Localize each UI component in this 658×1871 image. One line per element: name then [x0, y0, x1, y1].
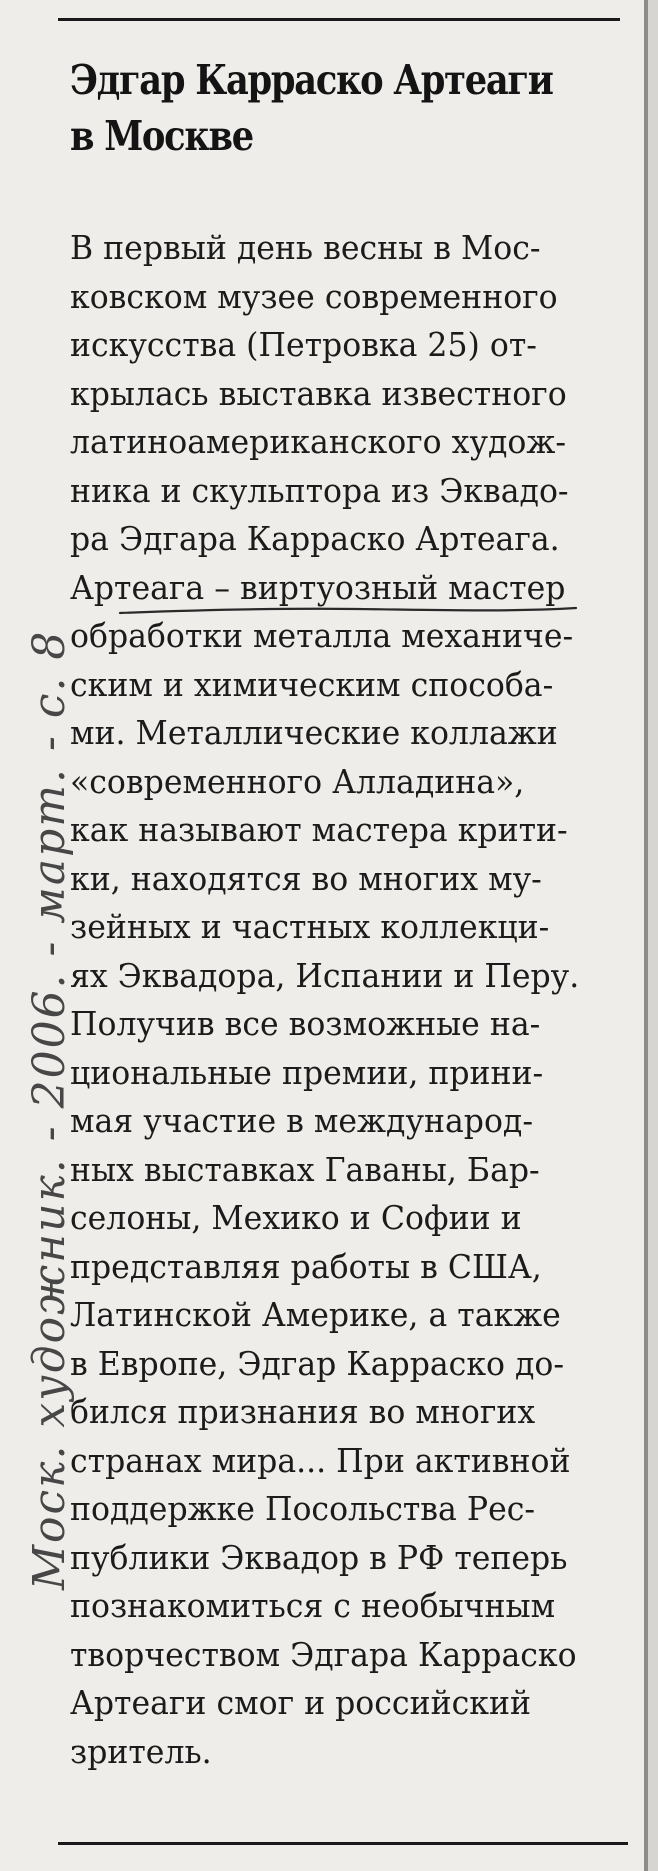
body-line: ника и скульптора из Эквадо- — [70, 470, 569, 510]
article-headline — [70, 52, 553, 164]
body-line: творчеством Эдгара Карраско — [70, 1634, 577, 1674]
body-line: обработки металла механиче- — [70, 616, 574, 655]
body-line: в Европе, Эдгар Карраско до- — [70, 1343, 565, 1383]
top-rule — [58, 18, 620, 21]
bottom-rule — [58, 1842, 628, 1845]
clipping-edge-shadow — [648, 0, 658, 1871]
body-line: зейных и частных коллекци- — [70, 907, 550, 946]
body-line: искусства (Петровка 25) от- — [70, 325, 537, 364]
body-line: бился признания во многих — [70, 1392, 536, 1431]
body-line: ях Эквадора, Испании и Перу. — [70, 955, 580, 995]
body-line: публики Эквадор в РФ теперь — [70, 1537, 568, 1577]
body-line: зритель. — [70, 1731, 212, 1771]
body-line: познакомиться с необычным — [70, 1586, 556, 1625]
headline-line: в Москве — [70, 112, 253, 160]
body-line: «современного Алладина», — [70, 761, 525, 801]
body-line: Латинской Америке, а также — [70, 1295, 561, 1334]
handwritten-citation-note: Моск. художник. - 2006. - март. - с. 8 — [24, 629, 75, 1590]
body-line: поддержке Посольства Рес- — [70, 1489, 536, 1528]
body-line: Артеага – виртуозный мастер — [70, 567, 566, 607]
body-line: представляя работы в США, — [70, 1246, 542, 1286]
body-line: В первый день весны в Мос- — [70, 228, 541, 267]
body-line: странах мира... При активной — [70, 1440, 571, 1480]
body-line: ским и химическим способа- — [70, 664, 554, 704]
body-line: Артеаги смог и российский — [70, 1683, 531, 1722]
body-line: латиноамериканского худож- — [70, 422, 567, 461]
headline-line: Эдгар Карраско Артеаги — [70, 56, 553, 104]
body-line: селоны, Мехико и Софии и — [70, 1198, 522, 1237]
body-line: ных выставках Гаваны, Бар- — [70, 1149, 540, 1189]
body-line: циональные премии, прини- — [70, 1052, 544, 1092]
body-line: ки, находятся во многих му- — [70, 858, 542, 898]
body-line: ковском музее современного — [70, 276, 558, 316]
body-line: мая участие в международ- — [70, 1101, 533, 1140]
article-body — [70, 224, 630, 1776]
body-line: ра Эдгара Карраско Артеага. — [70, 519, 560, 558]
body-line: ми. Металлические коллажи — [70, 713, 558, 752]
body-line: крылась выставка известного — [70, 373, 567, 413]
clipping-edge — [644, 0, 648, 1871]
body-line: Получив все возможные на- — [70, 1004, 541, 1043]
body-line: как называют мастера крити- — [70, 810, 568, 849]
